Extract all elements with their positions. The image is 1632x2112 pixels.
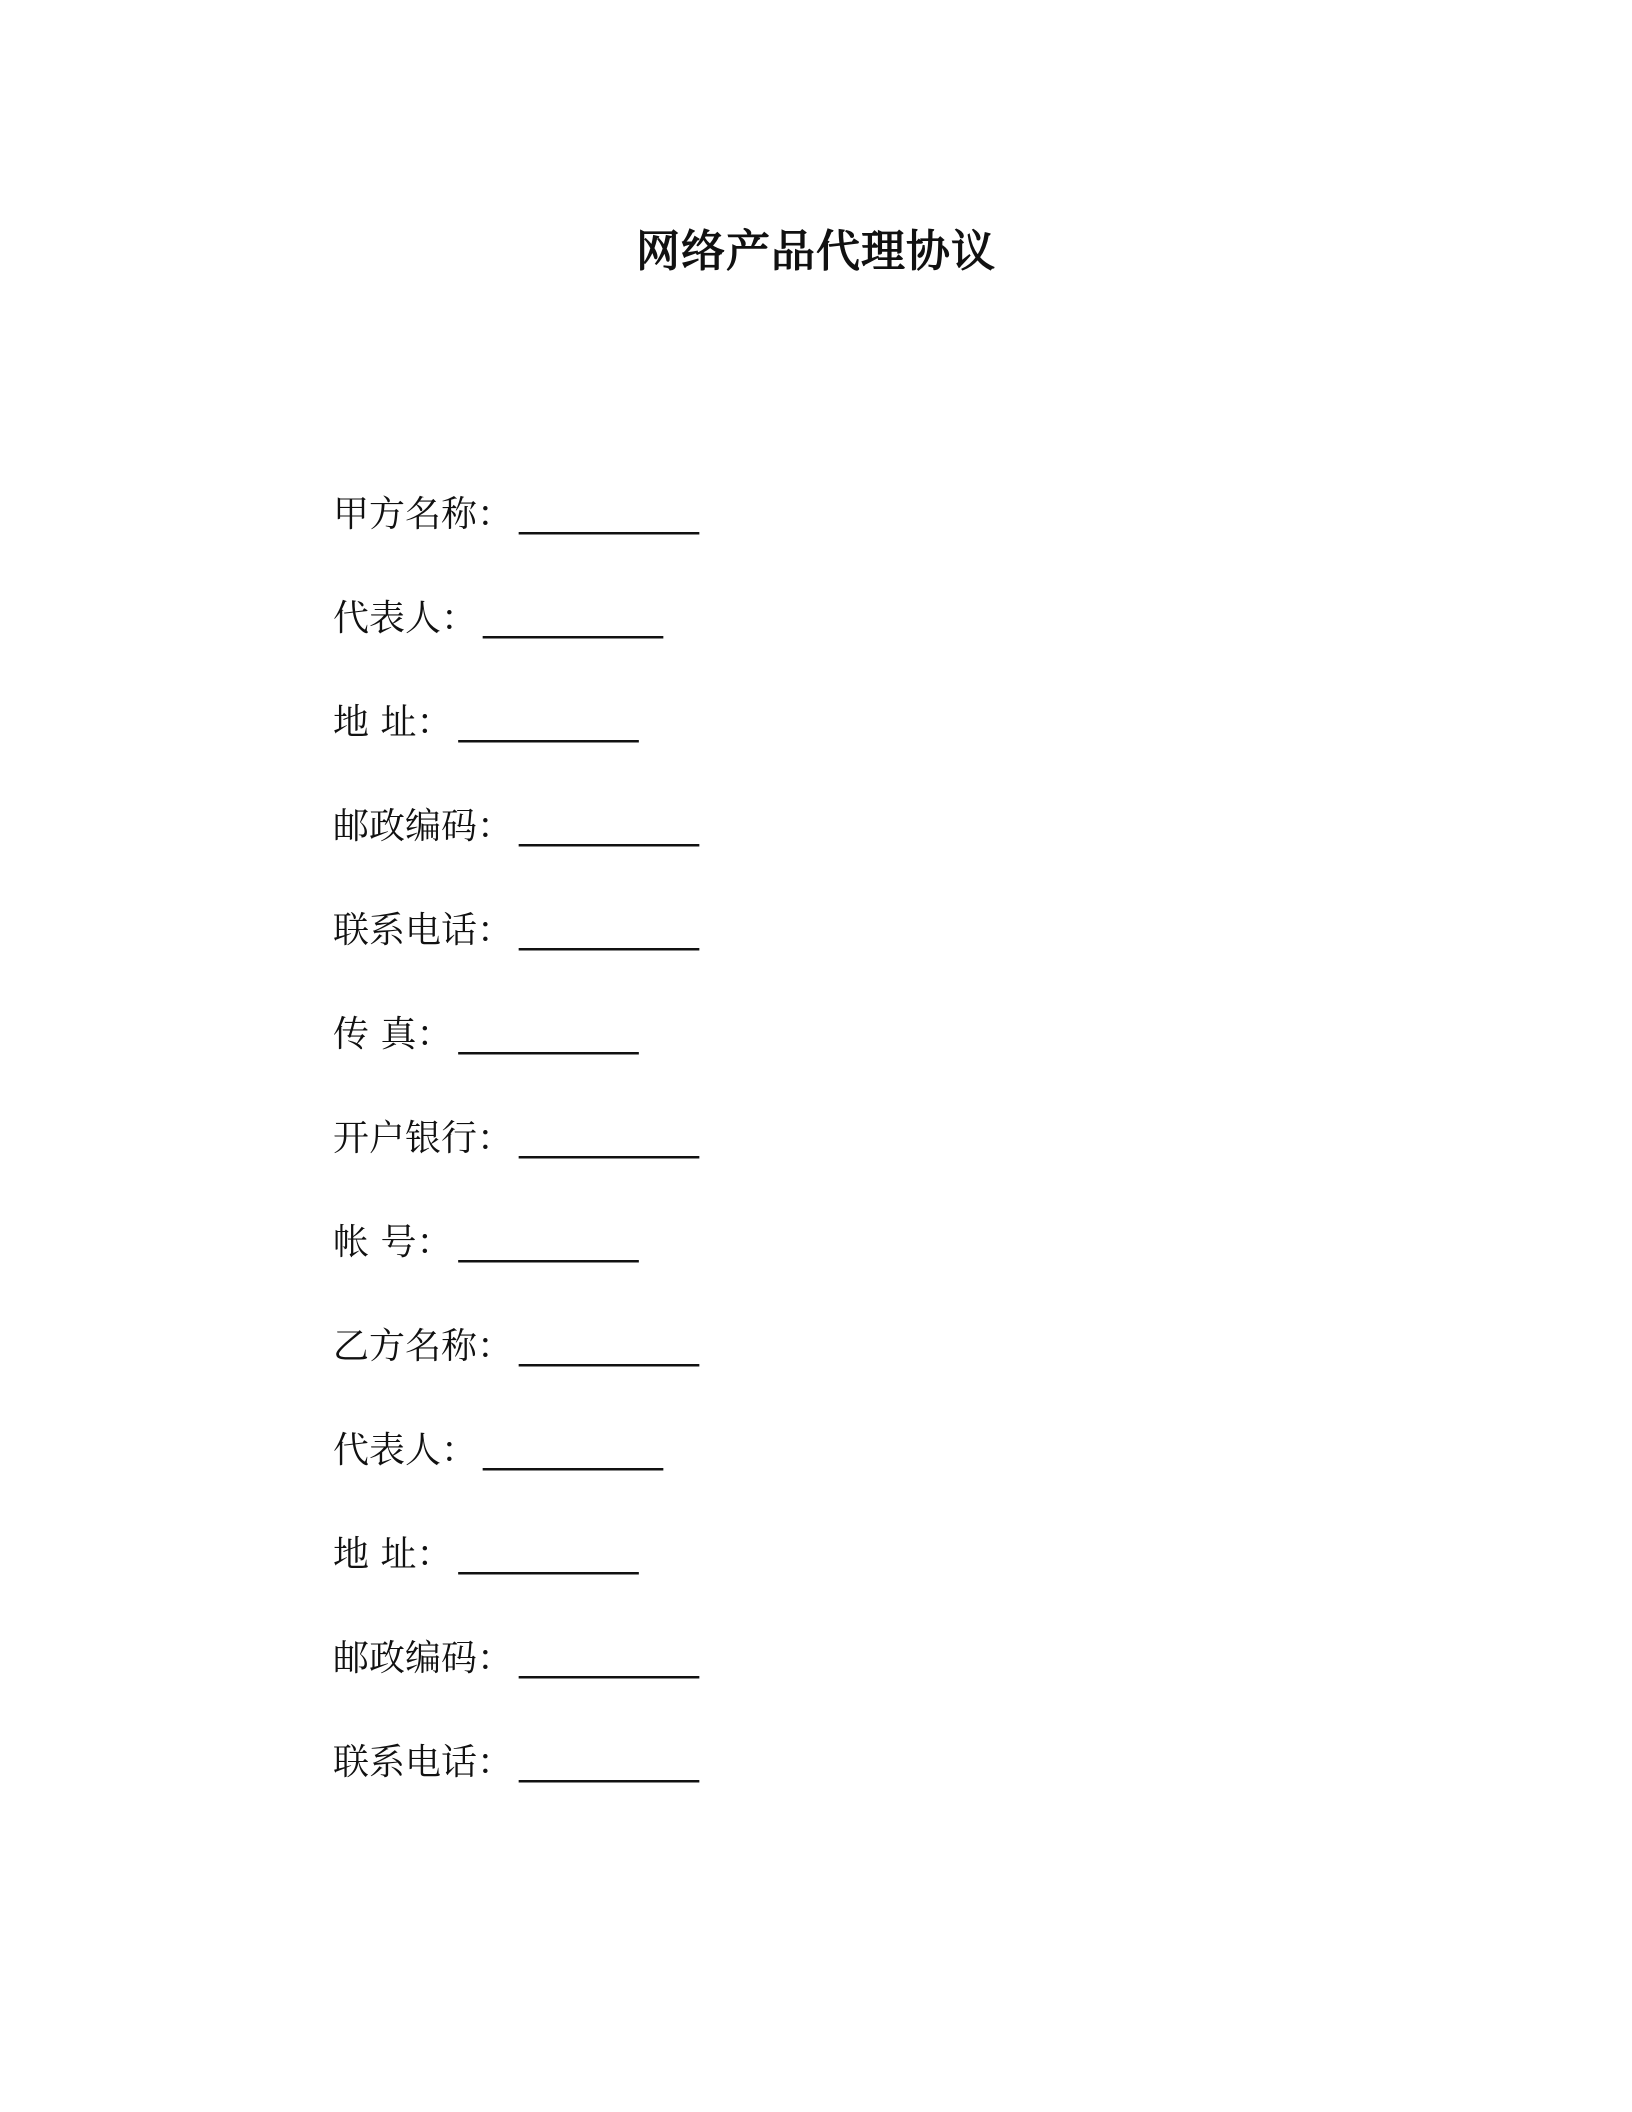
fill-in-blank: __________ bbox=[458, 1534, 639, 1575]
fill-in-blank: __________ bbox=[519, 1742, 700, 1783]
field-party-b-postcode bbox=[333, 1634, 1333, 1738]
fill-in-blank: __________ bbox=[458, 1222, 639, 1263]
field-label: 传 真： bbox=[333, 1014, 453, 1055]
fill-in-blank: __________ bbox=[519, 494, 700, 535]
fill-in-blank: __________ bbox=[519, 910, 700, 951]
field-party-a-address bbox=[333, 698, 1333, 802]
field-label: 联系电话： bbox=[333, 1742, 514, 1783]
field-label: 代表人： bbox=[333, 598, 478, 639]
field-party-a-name bbox=[333, 490, 1333, 594]
field-party-a-phone bbox=[333, 906, 1333, 1010]
field-party-b-representative bbox=[333, 1426, 1333, 1530]
field-label: 开户银行： bbox=[333, 1118, 514, 1159]
field-party-a-postcode bbox=[333, 802, 1333, 906]
field-party-b-name bbox=[333, 1322, 1333, 1426]
field-party-b-address bbox=[333, 1530, 1333, 1634]
field-label: 联系电话： bbox=[333, 910, 514, 951]
field-label: 帐 号： bbox=[333, 1222, 453, 1263]
fill-in-blank: __________ bbox=[519, 1118, 700, 1159]
field-party-a-bank bbox=[333, 1114, 1333, 1218]
fill-in-blank: __________ bbox=[483, 598, 664, 639]
fill-in-blank: __________ bbox=[483, 1430, 664, 1471]
field-label: 邮政编码： bbox=[333, 806, 514, 847]
field-label: 地 址： bbox=[333, 1534, 453, 1575]
field-label: 地 址： bbox=[333, 702, 453, 743]
fill-in-blank: __________ bbox=[519, 1638, 700, 1679]
fill-in-blank: __________ bbox=[519, 1326, 700, 1367]
field-label: 甲方名称： bbox=[333, 494, 514, 535]
fill-in-blank: __________ bbox=[458, 702, 639, 743]
field-party-a-account bbox=[333, 1218, 1333, 1322]
field-party-a-representative bbox=[333, 594, 1333, 698]
fill-in-blank: __________ bbox=[458, 1014, 639, 1055]
field-party-b-phone bbox=[333, 1738, 1333, 1842]
field-label: 代表人： bbox=[333, 1430, 478, 1471]
field-party-a-fax bbox=[333, 1010, 1333, 1114]
field-label: 邮政编码： bbox=[333, 1638, 514, 1679]
document-title: 网络产品代理协议 bbox=[636, 226, 996, 277]
field-label: 乙方名称： bbox=[333, 1326, 514, 1367]
party-info-fields bbox=[333, 490, 1333, 1842]
fill-in-blank: __________ bbox=[519, 806, 700, 847]
